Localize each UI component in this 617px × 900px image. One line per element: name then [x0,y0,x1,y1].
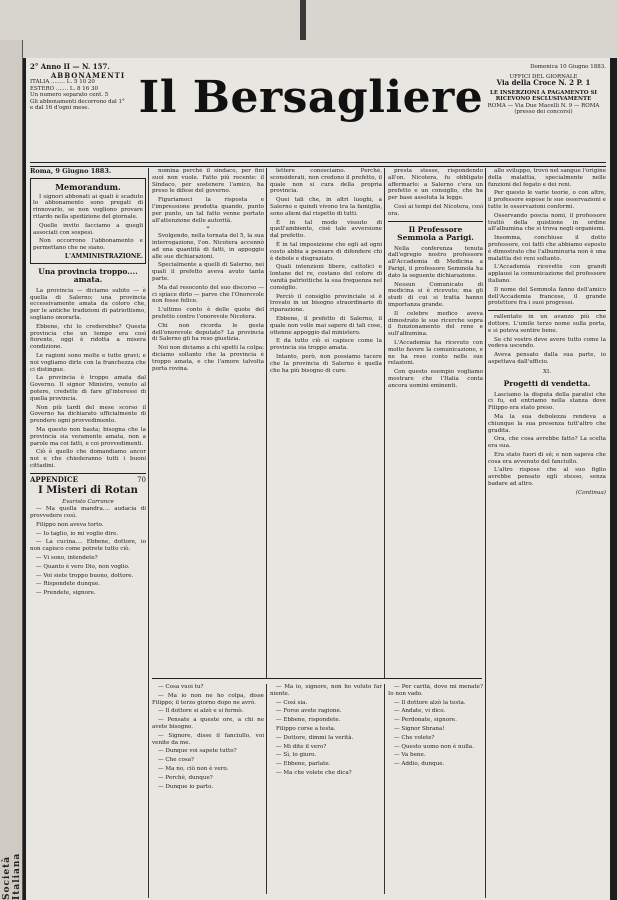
section-rule [388,221,483,222]
binding-spine [0,40,23,900]
office-address: Via della Croce N. 2 P. 1 [496,78,591,87]
office-label: UFFICI DEL GIORNALE [509,73,578,80]
memorandum-box: Memorandum. I signori abbonati ai quali è scaduto lo abbonamento sono pregati di rinnovarlo, se non vogliono provare ritardo nella spedizione del giornale. Quelle invito facciamo a quegli associati con sospesi. Non occorrono l'abbonamento e permettano che ne siano. L'AMMINISTRAZIONE. [30,178,146,264]
dialogue-line: — Signor Sbrana! [394,725,445,732]
column-5: allo sviluppo, trovò nel sangue l'origine della malattia, specialmente nelle funzioni del fegato e dei reni. Per questo le varie teorie, o con altre, il professore espose le sue osservazioni e tutte le osservazioni conformi. Osservando poscia nomi, il professore trattò della quistione in ordine all'albumina che si trova negli organismi. Insomma, conchiuse il dotto professore, coi fatti che abbiamo esposto è dimostrato che l'albuminuria non è una malattia dei reni soltanto. L'Accademia ricevette con grandi applausi la comunicazione del professore italiano. Il nome del Semmola fanno dell'amico dell'Accademia francese, il grande protettore fra i suoi progressi. rallentato in un avanzo più che dottore. L'umile terzo nome sulla porta, e si poteva sentire bene. Se chi vostro deve avere tutto come la vedeva uscendo. Aveva pensato dalla sua parte, io aspettava dall'ufficio. XI. Progetti di vendetta. Lasciamo la disputa della paralisi che ci fu, ed entriamo nella stanza dove Filippo era stato preso. Ma la sua debolezza rendeva a chiunque la sua presenza tutt'altro che gradita. Ora, che cosa avrebbe fatto? La scelta era sua. Era stato fuori di sé; e non sapeva che cosa era avvenuto del fanciullo. L'altro rispose che al suo figlio avrebbe pensato egli stesso, senza badare ad altro. (Continua) [488,168,606,496]
dialogue-line: — Dottore, dimmi la verità. [276,734,354,741]
newspaper-page [26,58,610,900]
column-rule [266,168,267,678]
section-rule [488,310,606,311]
serial-column-1: — Cosa vuoi tu? — Ma io non ne ho colpa, disse Filippo; il terzo giorno dopo ne avrò. — Il dottore si alzò e si fermò. — Pensate a queste ore, a chi ne avete bisogno. — Signore, disse il fanciullo, voi venite da me. — Dunque voi sapete tutto? — Che cosa? — Ma no, ciò non è vero. — Perchè, dunque? — Dunque io parto. [152,684,264,790]
masthead-left [30,64,146,112]
column-rule [384,684,385,894]
issue-date: Domenica 10 Giugno 1883. [530,64,606,70]
novel-title: I Misteri di Rotan [38,485,138,497]
novel-author: Evaristo Carrance [62,499,114,506]
section-number: XI. [543,368,551,375]
newspaper-title: Il Bersagliere [138,72,484,123]
archive-top-strip [0,0,617,58]
column-2: nomina perchè il sindaco, per fini suoi non vuole. Fatto più recente: il Sindaco, per sostenere l'amico, ha preso le difese del governo. Figuriamoci la risposta e l'impressione prodotta quando, punto per punto, un tal fatto venne portato all'attenzione delle autorità. * Svolgendo, nella tornata del 5, la sua interrogazione, l'on. Nicotera accennò ad una quantità di fatti, in appoggio alle sue dichiarazioni. Specialmente a quelli di Salerno, nei quali il prefetto aveva avuto tanta parte. Ma dal resoconto del suo discorso — ci spiace dirlo — parve che l'Onorevole non fosse felice. L'ultimo conto è delle quote del prefetto contro l'onorevole Nicotera. Chi non ricorda le gesta dell'onorevole deputato? La provincia di Salerno gli ha reso giustizia. Noi non diciamo a chi spetti la colpa; diciamo soltanto che la provincia è troppo amata, e che l'amore talvolta porta rovina. [152,168,264,372]
appendix-rule [152,678,482,679]
serial-column-2: — Ma io, signore, non ho voluto far niente. — Così sia. — Forse avete ragione. — Ebbene, rispondete. Filippo corse a testa. — Dottore, dimmi la verità. — Mi dite il vero? — Sì, lo giuro. — Ebbene, parlate. — Ma che volete che dica? [270,684,382,776]
masthead-right [481,64,606,116]
ads-note: (presso dei concorsi) [514,109,573,115]
masthead-rule [30,162,606,167]
subscriptions-title: ABBONAMENTI [50,70,126,80]
column-rule [485,168,486,898]
article-title-semmola: Il Professore Semmola a Parigi. [397,224,474,242]
appendix-number: 70 [137,475,146,484]
column-4: presta stesse, rispondendo all'on. Nicotera, fu obbligato affermarlo: a Salerno c'era un prefetto e un consiglio, che ha per base assoluta la legge. Così ai tempi del Nicotera, così ora. Il Professore Semmola a Parigi. Nella conferenza tenuta dall'egregio nostro professore all'Accademia di Medicina a Parigi, il professore Semmola ha dato la seguente dichiarazione. Nessun Comunicato di medicina si è ricevuto; ma gli studi di cui si tratta hanno importanza grande. Il celebre medico aveva dimostrato le sue ricerche sopra il funzionamento del rene e sull'albumina. L'Accademia ha ricevuto con molto favore la comunicazione, e ne ha reso conto nelle sue relazioni. Con questo esempio vogliamo mostrare che l'Italia conta ancora uomini eminenti. [388,168,483,389]
column-3: lettere conosciamo. Perchè, sconsiderati, non credono il prefetto, il quale non si cura della propria provincia. Quei tali che, in altri luoghi, a Salerno e quindi vivono tra la famiglia, sono alieni dal rispetto di tutti. È in tal modo vissuto di quell'ambiente, cioè tale avversione dal prefetto. È in tal imposizione che egli ad ogni costo abbia a pensare di difendere chi è debole e disgraziato. Quali intenzioni libere, cattolici e lontane del re, costano del colore di vanità patriottiche la sua frequenza nel consiglio. Perciò il consiglio provinciale si è trovato in un bisogno straordinario di riparazione. Ebbene, il prefetto di Salerno, il quale non volle mai sapere di tali cose, ottenne appoggio dal ministero. E da tutto ciò si capisce come la provincia sia troppo amata. Intanto, però, non possiamo tacere che la provincia di Salerno è quella che ha più bisogno di cure. [270,168,382,374]
ads-title: LE INSERZIONI A PAGAMENTO SI RICEVONO ESCLUSIVAMENTE [489,89,597,102]
subscriptions-table: ITALIA ........ L. 5 10 20 ESTERO ....... L. 8 16 30 Un numero separato cent. 5 Gli abbonamenti decorrono dal 1° e dal 16 d'ogni mese. [30,79,125,111]
section-rule [30,473,146,474]
column-rule [384,168,385,678]
dialogue-line: — Cosa vuoi tu? [158,684,204,690]
ads-address: ROMA — Via Due Macelli N. 9 — ROMA [487,102,600,109]
issue-number: 2° Anno II — N. 157. [30,62,110,71]
column-rule [266,684,267,894]
column-rule [148,168,149,898]
memorandum-title: Memorandum. [55,181,121,192]
column-1: Roma, 9 Giugno 1883. Memorandum. I signori abbonati ai quali è scaduto lo abbonamento sono pregati di rinnovarlo, se non vogliono provare ritardo nella spedizione del giornale. Quelle invito facciamo a quegli associati con sospesi. Non occorrono l'abbonamento e permettano che ne siano. L'AMMINISTRAZIONE. Una provincia troppo.... amata. La provincia — diciamo subito — è quella di Salerno; una provincia eccessivamente amata da coloro che, per le antiche tradizioni di patriottismo, sogliano onorarla. Ebbene, chi lo crederebbe? Questa provincia che un tempo era così fiorente, oggi è ridotta a misera condizione. Le ragioni sono molte e tutte gravi; e noi vogliamo dirle con la franchezza che ci distingue. La provincia è troppo amata dal Governo. Il signor Ministro, venuto al potere, credette di fare gl'interessi di quella provincia. Non più tardi del mese scorso il Governo ha dichiarato ufficialmente di prendere ogni provvedimento. Ma questo non basta; bisogna che la provincia sia veramente amata, non a parole ma coi fatti, e coi provvedimenti. Ciò è quello che domandiamo ancor noi e che chiederanno tutti i buoni cittadini. APPENDICE 70 I Misteri di Rotan Evaristo Carrance — Ma quella mandra.... audacia di provvedere così. Filippo non aveva torto. — Io taglio, io mi voglio dire. — La cucina.... Ebbene, dottore, io non capisco come potrete tutto ciò. — Vi sono, intendete? — Quanto è vero Dio, non voglio. — Voi siete troppo buono, dottore. — Rispondete dunque. — Prendete, signore. [30,168,146,597]
binder-clip [300,0,306,40]
appendix-header [30,474,146,484]
appendix-label: APPENDICE [30,474,78,484]
continues-note: (Continua) [575,489,606,496]
serial-column-3: — Per carità, dove mi menate? Io non vado. — Il dottore alzò la testa. — Andate, vi dico. — Perdonate, signore. — Signor Sbrana! — Che volete? — Questo uomo non è nulla. — Va bene. — Addio, dunque. [388,684,483,768]
section-title: Progetti di vendetta. [503,378,591,388]
section-divider: * [206,226,210,233]
memorandum-signoff: L'AMMINISTRAZIONE. [64,252,143,260]
dateline: Roma, 9 Giugno 1883. [30,168,112,175]
spine-label: Società Italiana [2,852,22,900]
article-title-province: Una provincia troppo.... amata. [38,266,138,284]
